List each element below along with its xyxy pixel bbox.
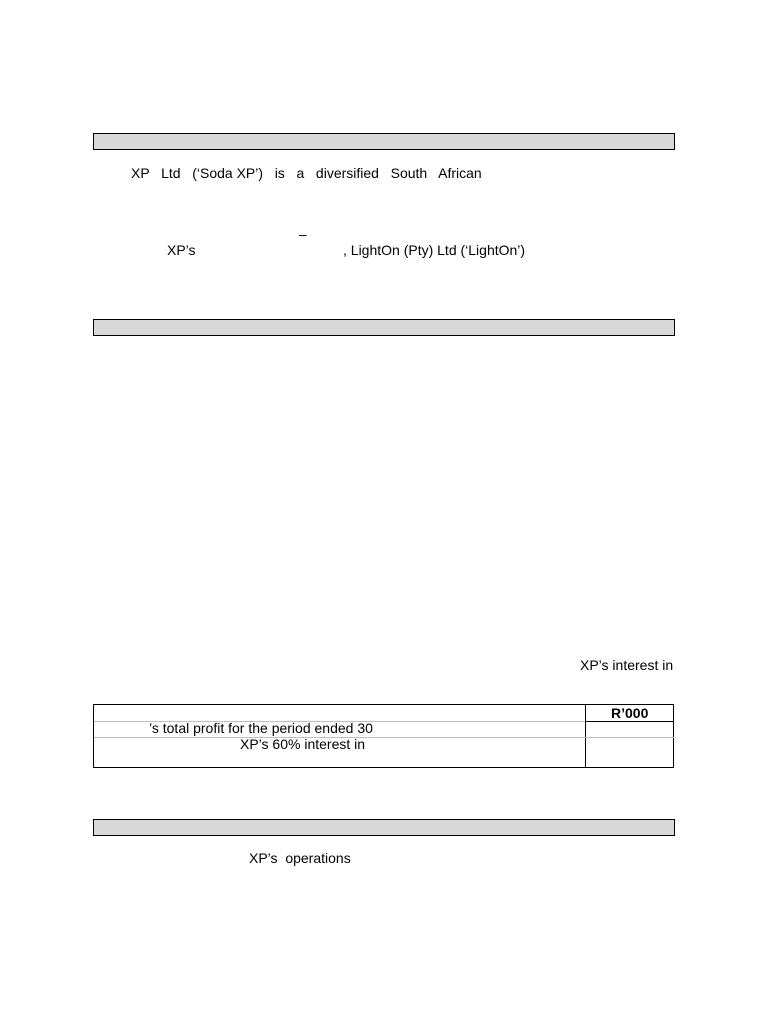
- profit-table: [93, 704, 674, 768]
- section-heading-bar-1: [93, 133, 675, 150]
- section-3-line-1: XP’s operations: [249, 850, 351, 866]
- section-heading-bar-3: [93, 819, 675, 836]
- table-row-1-label: ’s total profit for the period ended 30: [149, 720, 373, 736]
- table-column-divider: [585, 705, 586, 767]
- intro-line-1: XP Ltd (‘Soda XP’) is a diversified South African: [131, 165, 482, 181]
- table-header-amount: R’000: [611, 705, 649, 721]
- intro-line-2-left: XP’s: [167, 242, 196, 258]
- table-row-rule: [94, 737, 674, 738]
- intro-dash: –: [299, 226, 307, 242]
- section-2-trailing-text: XP’s interest in: [580, 657, 674, 673]
- intro-line-2-right: , LightOn (Pty) Ltd (‘LightOn’): [343, 242, 526, 258]
- section-heading-bar-2: [93, 319, 675, 336]
- table-header-rule-amount: [585, 721, 674, 722]
- table-row-2-label: XP’s 60% interest in: [240, 736, 366, 752]
